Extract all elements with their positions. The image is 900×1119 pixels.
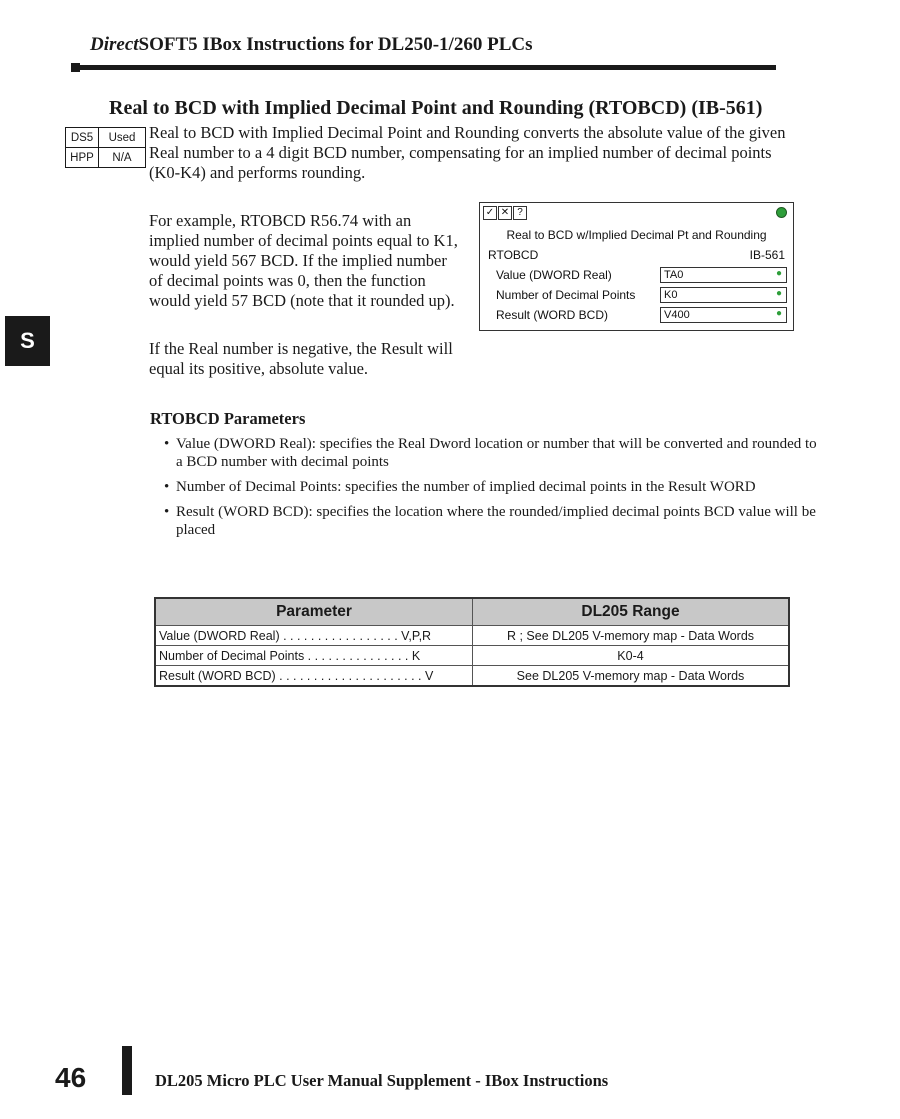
decimal-points-field-label: Number of Decimal Points: [496, 288, 636, 302]
page-number: 46: [55, 1062, 87, 1093]
status-indicator-icon: [776, 207, 787, 218]
example-paragraph: For example, RTOBCD R56.74 with an implied number of decimal points equal to K1, would yield 567 BCD. If the implied number of decimal points was 0, then the function would yield 57 BCD (note that it rounded up).: [149, 211, 458, 310]
ibox-dialog: [479, 202, 794, 331]
param-cell: Value (DWORD Real) . . . . . . . . . . . . . . . . . V,P,R: [155, 626, 473, 646]
value-field-label: Value (DWORD Real): [496, 268, 612, 282]
value-field[interactable]: [660, 267, 787, 283]
table-row: [155, 666, 789, 687]
running-header: [90, 34, 532, 56]
table-row: [155, 626, 789, 646]
compat-status: N/A: [99, 148, 146, 168]
range-cell: K0-4: [473, 646, 790, 666]
intro-paragraph: Real to BCD with Implied Decimal Point and Rounding converts the absolute value of the given Real number to a 4 digit BCD number, compensating for an implied number of decimal points (K0-K4) and performs rounding.: [149, 123, 786, 182]
negative-note-paragraph: If the Real number is negative, the Result will equal its positive, absolute value.: [149, 339, 453, 378]
column-header-parameter: Parameter: [155, 598, 473, 626]
range-cell: See DL205 V-memory map - Data Words: [473, 666, 790, 687]
field-dot-icon: ●: [775, 268, 782, 279]
compat-name: HPP: [66, 148, 99, 168]
result-field[interactable]: [660, 307, 787, 323]
decimal-points-field-text: K0: [664, 289, 678, 301]
footer-bar: [122, 1046, 132, 1095]
field-dot-icon: ●: [775, 308, 782, 319]
table-header-row: [155, 598, 789, 626]
compat-status: Used: [99, 128, 146, 148]
compat-row: [66, 148, 146, 168]
value-field-text: TA0: [664, 269, 684, 281]
range-table: [154, 597, 790, 687]
list-item: • Result (WORD BCD): specifies the location where the rounded/implied decimal points BCD value will be placed: [164, 503, 824, 539]
param-cell: Result (WORD BCD) . . . . . . . . . . . . . . . . . . . . . V: [155, 666, 473, 687]
list-item: • Value (DWORD Real): specifies the Real Dword location or number that will be converted and rounded to a BCD number with decimal points: [164, 435, 824, 471]
range-cell: R ; See DL205 V-memory map - Data Words: [473, 626, 790, 646]
param-cell: Number of Decimal Points . . . . . . . . . . . . . . . K: [155, 646, 473, 666]
header-rule: [74, 65, 776, 70]
header-title-rest: SOFT5 IBox Instructions for DL250-1/260 PLCs: [138, 34, 533, 55]
section-title: Real to BCD with Implied Decimal Point and Rounding (RTOBCD) (IB-561): [109, 97, 763, 119]
column-header-range: DL205 Range: [473, 598, 790, 626]
help-icon[interactable]: ?: [513, 206, 527, 220]
close-icon[interactable]: ✕: [498, 206, 512, 220]
compat-name: DS5: [66, 128, 99, 148]
result-field-label: Result (WORD BCD): [496, 308, 609, 322]
decimal-points-field[interactable]: [660, 287, 787, 303]
header-rule-cap: [71, 63, 80, 72]
field-dot-icon: ●: [775, 288, 782, 299]
compatibility-table: [65, 127, 146, 168]
list-item: • Number of Decimal Points: specifies the number of implied decimal points in the Result WORD: [164, 478, 824, 496]
parameters-list: [164, 435, 824, 546]
brand-direct: Direct: [90, 34, 139, 55]
result-field-text: V400: [664, 309, 690, 321]
table-row: [155, 646, 789, 666]
footer-title: DL205 Micro PLC User Manual Supplement - IBox Instructions: [155, 1071, 609, 1090]
check-icon[interactable]: ✓: [483, 206, 497, 220]
ibox-instruction-code: IB-561: [749, 248, 785, 262]
ibox-instruction-name: RTOBCD: [488, 248, 539, 262]
parameters-heading: RTOBCD Parameters: [150, 409, 306, 428]
chapter-side-tab: S: [5, 316, 50, 366]
compat-row: [66, 128, 146, 148]
ibox-title: Real to BCD w/Implied Decimal Pt and Rounding: [506, 228, 767, 242]
